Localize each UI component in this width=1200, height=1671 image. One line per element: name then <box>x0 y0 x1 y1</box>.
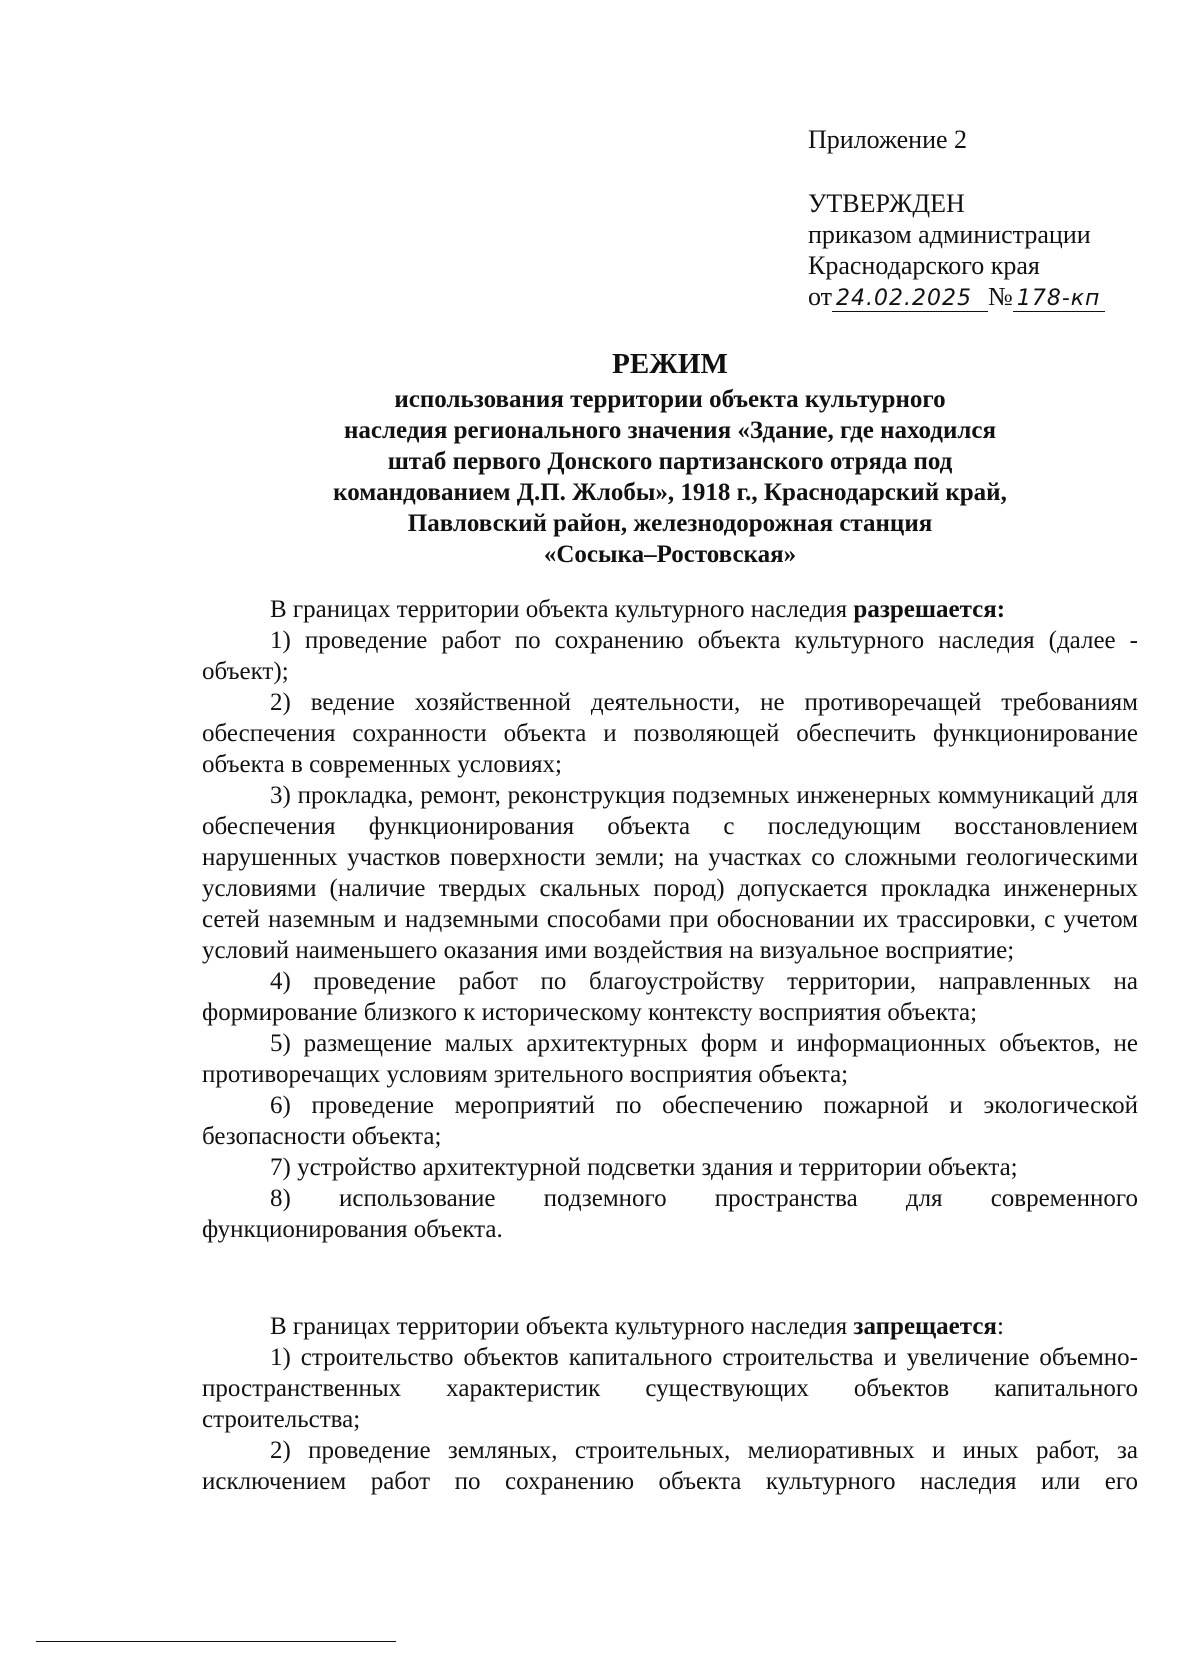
approval-block <box>808 124 1105 312</box>
approved-by-line-2: Краснодарского края <box>808 251 1040 280</box>
prohibited-keyword: запрещается <box>853 1313 997 1340</box>
prohibited-item-1: 1) строительство объектов капитального строительства и увеличение объемно-пространственных характеристик существующих объектов капитального строительства; <box>202 1344 1138 1433</box>
document-title <box>200 344 1140 570</box>
order-date-number <box>808 281 1105 312</box>
prohibited-intro: В границах территории объекта культурного наследия запрещается: <box>270 1313 1004 1340</box>
allowed-item-7: 7) устройство архитектурной подсветки здания и территории объекта; <box>270 1154 1018 1181</box>
allowed-item-6: 6) проведение мероприятий по обеспечению пожарной и экологической безопасности объекта; <box>202 1092 1138 1150</box>
allowed-item-5: 5) размещение малых архитектурных форм и информационных объектов, не противоречащих условиям зрительного восприятия объекта; <box>202 1030 1138 1088</box>
title-line: штаб первого Донского партизанского отряда под <box>387 448 953 475</box>
prohibited-item-2: 2) проведение земляных, строительных, мелиоративных и иных работ, за исключением работ по сохранению объекта культурного наследия или его <box>202 1437 1138 1495</box>
title-line: Павловский район, железнодорожная станция <box>407 510 933 537</box>
allowed-item-1: 1) проведение работ по сохранению объекта культурного наследия (далее - объект); <box>202 627 1138 685</box>
from-label: от <box>808 282 833 311</box>
footnote-divider <box>36 1641 396 1642</box>
appendix-label: Приложение 2 <box>808 125 968 154</box>
allowed-item-2: 2) ведение хозяйственной деятельности, не противоречащей требованиям обеспечения сохранности объекта и позволяющей обеспечить функционирование объекта в современных условиях; <box>202 689 1138 778</box>
number-sign: № <box>988 282 1013 311</box>
order-number-handwritten: 178-кп <box>1013 287 1105 312</box>
title-line: командованием Д.П. Жлобы», 1918 г., Краснодарский край, <box>333 479 1007 506</box>
allowed-keyword: разрешается: <box>853 596 1006 623</box>
allowed-item-8: 8) использование подземного пространства для современного функционирования объекта. <box>202 1185 1138 1243</box>
title-line: «Сосыка–Ростовская» <box>543 541 797 568</box>
approved-by-line-1: приказом администрации <box>808 220 1091 249</box>
order-date-handwritten: 24.02.2025 <box>832 287 988 312</box>
title-line: наследия регионального значения «Здание, где находился <box>343 417 996 444</box>
title-line: использования территории объекта культурного <box>394 386 946 413</box>
allowed-item-4: 4) проведение работ по благоустройству территории, направленных на формирование близкого к историческому контексту восприятия объекта; <box>202 968 1138 1026</box>
allowed-item-3: 3) прокладка, ремонт, реконструкция подземных инженерных коммуникаций для обеспечения функционирования объекта с последующим восстановлением нарушенных участков поверхности земли; на участках со сложными геологическими условиями (наличие твердых скальных пород) допускается прокладка инженерных сетей наземным и надземными способами при обосновании их трассировки, с учетом условий наименьшего оказания ими воздействия на визуальное восприятие; <box>202 782 1138 964</box>
allowed-section <box>202 594 1138 1245</box>
title-heading: РЕЖИМ <box>612 348 728 380</box>
approved-label: УТВЕРЖДЕН <box>808 189 965 218</box>
allowed-intro: В границах территории объекта культурного наследия разрешается: <box>270 596 1006 623</box>
prohibited-section <box>202 1311 1138 1497</box>
